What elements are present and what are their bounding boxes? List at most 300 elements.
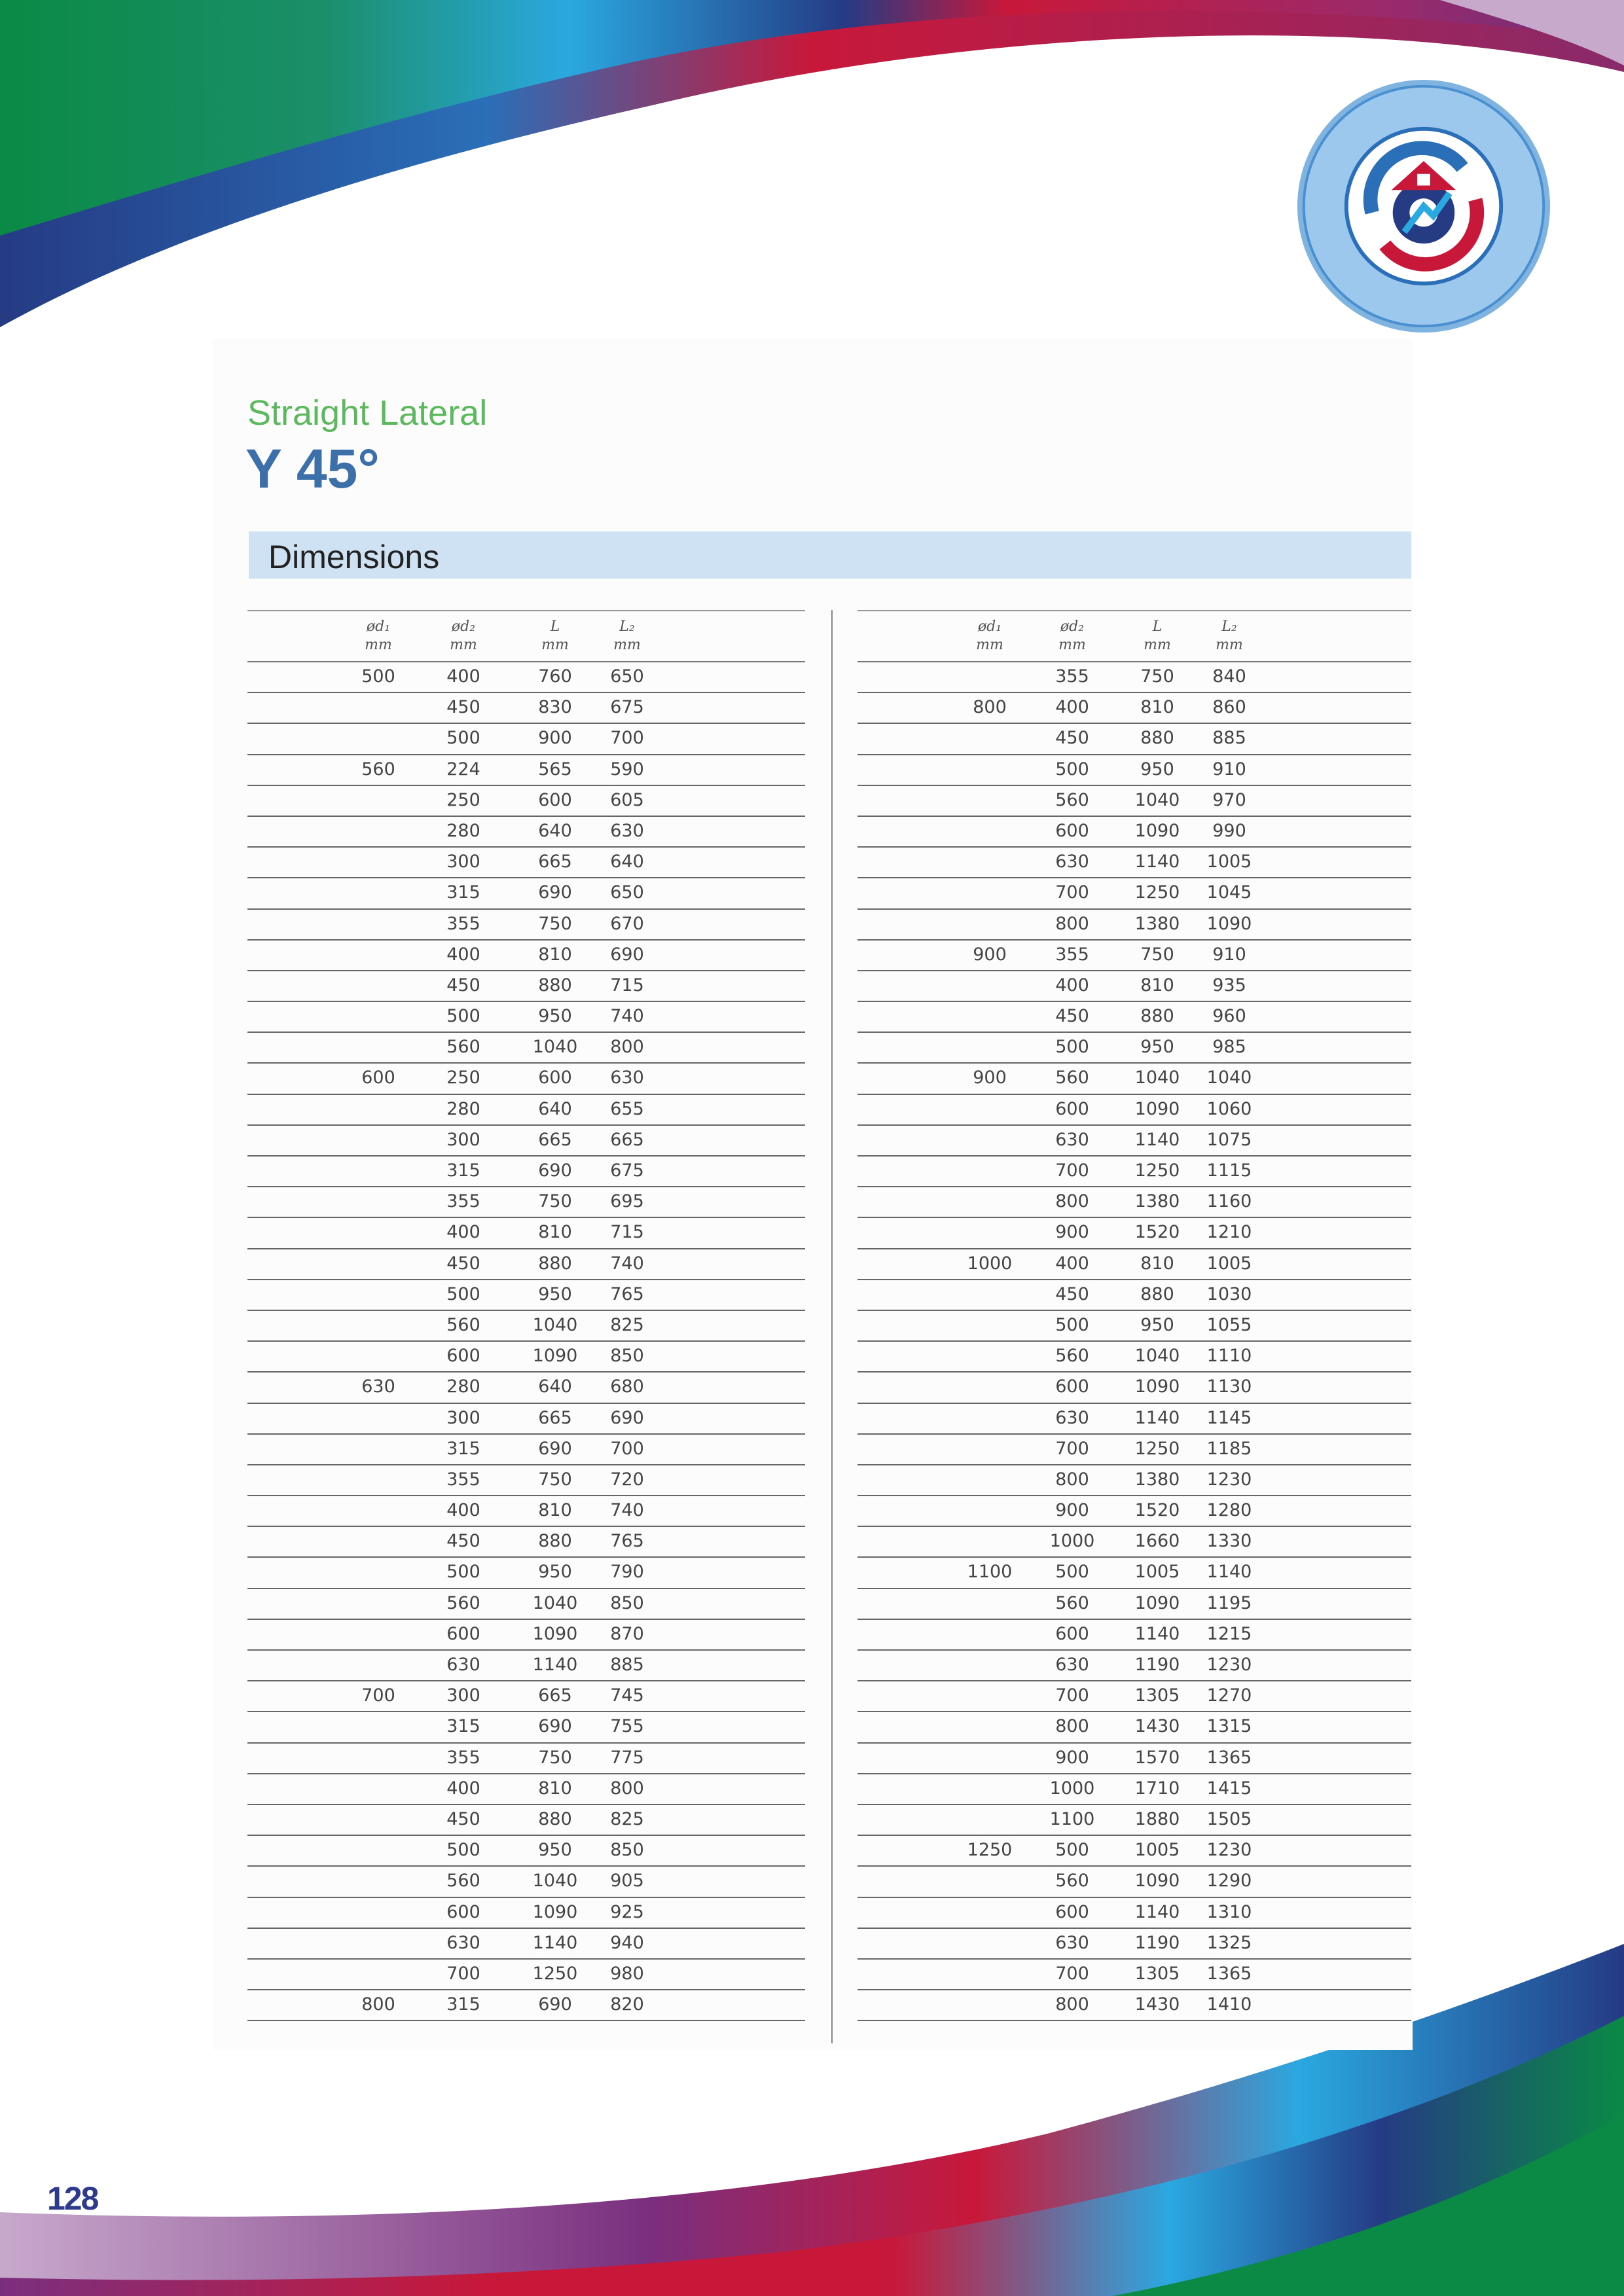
cell-l2: 740 xyxy=(610,1500,644,1521)
cell-l2: 1270 xyxy=(1206,1685,1252,1706)
cell-l: 950 xyxy=(1140,1037,1174,1058)
cell-l2: 650 xyxy=(610,666,644,687)
table-row xyxy=(857,755,1411,786)
cell-l2: 700 xyxy=(610,728,644,749)
header-d1: ød₁ mm xyxy=(365,619,392,653)
cell-d2: 560 xyxy=(1055,1871,1089,1892)
cell-l2: 1415 xyxy=(1206,1778,1252,1799)
table-row xyxy=(857,1681,1411,1712)
cell-d2: 630 xyxy=(446,1655,480,1675)
table-row xyxy=(247,1280,805,1311)
cell-d2: 1000 xyxy=(1049,1778,1095,1799)
cell-d2: 900 xyxy=(1055,1500,1089,1521)
table-row xyxy=(247,662,805,693)
cell-d2: 500 xyxy=(446,1006,480,1027)
cell-l: 665 xyxy=(538,1685,572,1706)
cell-l2: 695 xyxy=(610,1191,644,1212)
cell-l2: 925 xyxy=(610,1901,644,1922)
table-row xyxy=(247,1095,805,1126)
cell-l2: 670 xyxy=(610,913,644,934)
table-row xyxy=(857,1157,1411,1187)
cell-l: 1380 xyxy=(1134,1191,1180,1212)
cell-d2: 560 xyxy=(1055,1592,1089,1613)
header-d2: ød₂ mm xyxy=(450,619,477,653)
cell-l2: 775 xyxy=(610,1747,644,1768)
cell-l: 880 xyxy=(538,975,572,996)
cell-d2: 224 xyxy=(446,759,480,780)
cell-l: 950 xyxy=(1140,759,1174,780)
cell-d2: 355 xyxy=(446,1469,480,1490)
cell-d1: 1100 xyxy=(967,1562,1013,1583)
cell-l2: 755 xyxy=(610,1716,644,1737)
cell-l: 1090 xyxy=(1134,820,1180,841)
cell-l2: 1055 xyxy=(1206,1314,1252,1335)
cell-l2: 605 xyxy=(610,789,644,810)
cell-d2: 300 xyxy=(446,1407,480,1428)
cell-l: 1090 xyxy=(532,1901,578,1922)
cell-d2: 700 xyxy=(1055,1160,1089,1181)
cell-d2: 630 xyxy=(1055,1407,1089,1428)
cell-l: 1040 xyxy=(532,1314,578,1335)
table-row xyxy=(857,1898,1411,1929)
cell-d2: 500 xyxy=(1055,1314,1089,1335)
cell-l2: 630 xyxy=(610,820,644,841)
cell-l: 1430 xyxy=(1134,1716,1180,1737)
header-l2: L₂ mm xyxy=(613,619,641,653)
cell-l2: 765 xyxy=(610,1283,644,1304)
product-title: Y 45° xyxy=(245,438,380,499)
cell-l: 1250 xyxy=(1134,1160,1180,1181)
cell-l: 600 xyxy=(538,789,572,810)
cell-l2: 980 xyxy=(610,1963,644,1984)
cell-l: 750 xyxy=(538,1747,572,1768)
header-l2: L₂ mm xyxy=(1216,619,1243,653)
table-row xyxy=(247,1929,805,1960)
cell-l: 810 xyxy=(538,1500,572,1521)
table-row xyxy=(247,1435,805,1465)
cell-l2: 800 xyxy=(610,1037,644,1058)
cell-l2: 1230 xyxy=(1206,1655,1252,1675)
cell-l2: 1230 xyxy=(1206,1469,1252,1490)
cell-l: 640 xyxy=(538,820,572,841)
cell-l2: 675 xyxy=(610,1160,644,1181)
cell-d2: 400 xyxy=(446,666,480,687)
cell-l2: 970 xyxy=(1212,789,1246,810)
cell-l: 1140 xyxy=(532,1655,578,1675)
cell-l2: 715 xyxy=(610,1222,644,1243)
cell-l2: 690 xyxy=(610,944,644,965)
cell-d1: 900 xyxy=(973,944,1007,965)
cell-l2: 1215 xyxy=(1206,1623,1252,1644)
table-row xyxy=(247,1527,805,1558)
cell-d2: 700 xyxy=(1055,1963,1089,1984)
table-row xyxy=(857,817,1411,848)
header-l: L mm xyxy=(541,619,569,653)
cell-l2: 675 xyxy=(610,697,644,718)
table-row xyxy=(247,1898,805,1929)
cell-l2: 1090 xyxy=(1206,913,1252,934)
table-row xyxy=(857,1465,1411,1496)
table-row xyxy=(857,1033,1411,1064)
cell-d2: 560 xyxy=(446,1037,480,1058)
table-row xyxy=(247,1465,805,1496)
product-subtitle: Straight Lateral xyxy=(247,393,488,433)
cell-d1: 500 xyxy=(361,666,395,687)
table-row xyxy=(247,1249,805,1280)
cell-l: 810 xyxy=(538,1222,572,1243)
cell-d2: 700 xyxy=(1055,1438,1089,1459)
cell-l: 950 xyxy=(538,1562,572,1583)
cell-l2: 745 xyxy=(610,1685,644,1706)
table-row xyxy=(247,1774,805,1805)
table-row xyxy=(247,786,805,817)
cell-d1: 900 xyxy=(973,1067,1007,1088)
cell-d2: 500 xyxy=(446,728,480,749)
cell-d2: 400 xyxy=(1055,975,1089,996)
cell-l2: 850 xyxy=(610,1592,644,1613)
cell-d2: 355 xyxy=(446,1191,480,1212)
cell-l: 1660 xyxy=(1134,1531,1180,1552)
cell-l2: 1325 xyxy=(1206,1932,1252,1953)
cell-l: 1090 xyxy=(1134,1098,1180,1119)
table-row xyxy=(857,1496,1411,1527)
cell-l: 810 xyxy=(538,944,572,965)
table-row xyxy=(857,1404,1411,1435)
cell-l: 1140 xyxy=(1134,1129,1180,1150)
cell-l2: 665 xyxy=(610,1129,644,1150)
cell-d2: 700 xyxy=(446,1963,480,1984)
cell-l2: 1230 xyxy=(1206,1840,1252,1861)
table-row xyxy=(247,1990,805,2021)
cell-d2: 300 xyxy=(446,852,480,872)
table-row xyxy=(857,1867,1411,1897)
cell-d2: 600 xyxy=(446,1346,480,1367)
cell-l2: 905 xyxy=(610,1871,644,1892)
cell-l2: 700 xyxy=(610,1438,644,1459)
cell-l: 880 xyxy=(1140,1283,1174,1304)
cell-d2: 630 xyxy=(1055,1129,1089,1150)
cell-l: 750 xyxy=(538,1191,572,1212)
cell-l: 810 xyxy=(1140,1253,1174,1274)
cell-d2: 630 xyxy=(446,1932,480,1953)
cell-d2: 250 xyxy=(446,789,480,810)
cell-l: 690 xyxy=(538,1716,572,1737)
cell-l: 1090 xyxy=(1134,1376,1180,1397)
cell-d2: 600 xyxy=(446,1623,480,1644)
cell-d2: 600 xyxy=(1055,1901,1089,1922)
cell-l: 1380 xyxy=(1134,913,1180,934)
table-row xyxy=(857,910,1411,941)
table-row xyxy=(247,1620,805,1651)
table-row xyxy=(857,1651,1411,1681)
cell-l: 1040 xyxy=(1134,1346,1180,1367)
dimensions-table-left xyxy=(247,610,805,2021)
cell-l: 950 xyxy=(538,1840,572,1861)
cell-l: 640 xyxy=(538,1376,572,1397)
cell-l2: 1280 xyxy=(1206,1500,1252,1521)
table-row xyxy=(857,1929,1411,1960)
cell-l2: 1110 xyxy=(1206,1346,1252,1367)
cell-l2: 1365 xyxy=(1206,1963,1252,1984)
table-row xyxy=(857,878,1411,909)
cell-d2: 280 xyxy=(446,1098,480,1119)
cell-d1: 600 xyxy=(361,1067,395,1088)
table-row xyxy=(247,724,805,755)
table-row xyxy=(247,1960,805,1990)
cell-l2: 715 xyxy=(610,975,644,996)
cell-d2: 355 xyxy=(446,1747,480,1768)
table-row xyxy=(247,1867,805,1897)
cell-l: 810 xyxy=(1140,975,1174,996)
cell-l2: 650 xyxy=(610,882,644,903)
cell-d2: 560 xyxy=(1055,789,1089,810)
cell-d2: 400 xyxy=(1055,697,1089,718)
cell-d2: 600 xyxy=(1055,820,1089,841)
cell-d1: 630 xyxy=(361,1376,395,1397)
cell-l: 690 xyxy=(538,882,572,903)
table-row xyxy=(857,1589,1411,1620)
table-row xyxy=(857,724,1411,755)
cell-d2: 800 xyxy=(1055,1716,1089,1737)
cell-d2: 400 xyxy=(446,1222,480,1243)
cell-l2: 720 xyxy=(610,1469,644,1490)
cell-d2: 280 xyxy=(446,820,480,841)
cell-d2: 315 xyxy=(446,882,480,903)
page-number: 128 xyxy=(47,2180,98,2217)
cell-l2: 820 xyxy=(610,1994,644,2015)
table-row xyxy=(857,1218,1411,1249)
table-row xyxy=(247,878,805,909)
cell-l: 1520 xyxy=(1134,1222,1180,1243)
cell-l2: 740 xyxy=(610,1253,644,1274)
dimensions-section-label: Dimensions xyxy=(268,539,440,575)
table-row xyxy=(857,1249,1411,1280)
cell-l2: 800 xyxy=(610,1778,644,1799)
cell-l: 1090 xyxy=(1134,1871,1180,1892)
cell-l2: 840 xyxy=(1212,666,1246,687)
cell-d1: 1000 xyxy=(967,1253,1013,1274)
cell-l2: 1160 xyxy=(1206,1191,1252,1212)
cell-d2: 630 xyxy=(1055,1655,1089,1675)
cell-d2: 400 xyxy=(446,944,480,965)
cell-l2: 765 xyxy=(610,1531,644,1552)
cell-d1: 700 xyxy=(361,1685,395,1706)
table-row xyxy=(857,1774,1411,1805)
cell-d2: 800 xyxy=(1055,1994,1089,2015)
table-body-right xyxy=(857,662,1411,2021)
table-row xyxy=(247,971,805,1002)
table-row xyxy=(857,941,1411,971)
cell-d2: 900 xyxy=(1055,1747,1089,1768)
cell-l2: 850 xyxy=(610,1346,644,1367)
header-d1: ød₁ mm xyxy=(976,619,1003,653)
table-row xyxy=(247,1002,805,1033)
cell-l2: 1330 xyxy=(1206,1531,1252,1552)
cell-d2: 560 xyxy=(1055,1067,1089,1088)
table-row xyxy=(857,1064,1411,1094)
cell-d2: 560 xyxy=(446,1871,480,1892)
cell-d2: 280 xyxy=(446,1376,480,1397)
cell-d2: 450 xyxy=(446,697,480,718)
cell-l2: 825 xyxy=(610,1808,644,1829)
cell-l: 1520 xyxy=(1134,1500,1180,1521)
cell-l2: 960 xyxy=(1212,1006,1246,1027)
cell-l: 1710 xyxy=(1134,1778,1180,1799)
table-row xyxy=(857,1558,1411,1588)
cell-l: 760 xyxy=(538,666,572,687)
cell-d2: 315 xyxy=(446,1160,480,1181)
cell-d2: 630 xyxy=(1055,1932,1089,1953)
cell-d1: 1250 xyxy=(967,1840,1013,1861)
cell-l2: 1410 xyxy=(1206,1994,1252,2015)
cell-l2: 740 xyxy=(610,1006,644,1027)
table-row xyxy=(857,1372,1411,1403)
cell-l: 810 xyxy=(1140,697,1174,718)
cell-l: 750 xyxy=(1140,944,1174,965)
table-row xyxy=(857,1744,1411,1774)
table-row xyxy=(247,1126,805,1157)
cell-l: 1305 xyxy=(1134,1963,1180,1984)
table-row xyxy=(857,1960,1411,1990)
cell-d2: 500 xyxy=(1055,1840,1089,1861)
table-header-row xyxy=(857,611,1411,662)
table-divider xyxy=(831,610,833,2043)
cell-l2: 1290 xyxy=(1206,1871,1252,1892)
cell-l2: 1145 xyxy=(1206,1407,1252,1428)
cell-l: 950 xyxy=(538,1283,572,1304)
table-row xyxy=(247,1311,805,1342)
cell-l2: 910 xyxy=(1212,944,1246,965)
cell-l: 750 xyxy=(1140,666,1174,687)
table-row xyxy=(857,1095,1411,1126)
table-row xyxy=(247,1681,805,1712)
table-row xyxy=(857,1805,1411,1836)
cell-d2: 500 xyxy=(446,1840,480,1861)
cell-d2: 355 xyxy=(446,913,480,934)
cell-d2: 800 xyxy=(1055,1191,1089,1212)
table-row xyxy=(857,1435,1411,1465)
cell-l: 1140 xyxy=(532,1932,578,1953)
cell-d2: 450 xyxy=(1055,728,1089,749)
cell-l2: 985 xyxy=(1212,1037,1246,1058)
cell-l2: 860 xyxy=(1212,697,1246,718)
cell-l: 1570 xyxy=(1134,1747,1180,1768)
cell-l: 880 xyxy=(538,1531,572,1552)
cell-l2: 630 xyxy=(610,1067,644,1088)
cell-d2: 1100 xyxy=(1049,1808,1095,1829)
cell-l: 1250 xyxy=(1134,1438,1180,1459)
table-header-row xyxy=(247,611,805,662)
table-row xyxy=(857,1836,1411,1867)
table-row xyxy=(857,1187,1411,1218)
table-row xyxy=(247,1651,805,1681)
cell-l: 1040 xyxy=(532,1592,578,1613)
cell-l2: 990 xyxy=(1212,820,1246,841)
cell-l2: 790 xyxy=(610,1562,644,1583)
cell-l: 565 xyxy=(538,759,572,780)
cell-d2: 900 xyxy=(1055,1222,1089,1243)
table-body-left xyxy=(247,662,805,2021)
cell-l: 900 xyxy=(538,728,572,749)
table-row xyxy=(247,1342,805,1372)
cell-l: 880 xyxy=(538,1253,572,1274)
cell-l: 1090 xyxy=(532,1346,578,1367)
cell-l2: 1045 xyxy=(1206,882,1252,903)
dimensions-table-right xyxy=(857,610,1411,2021)
cell-l: 880 xyxy=(1140,1006,1174,1027)
cell-l2: 825 xyxy=(610,1314,644,1335)
cell-l: 1090 xyxy=(1134,1592,1180,1613)
cell-l2: 1060 xyxy=(1206,1098,1252,1119)
cell-d2: 315 xyxy=(446,1994,480,2015)
cell-l: 1250 xyxy=(1134,882,1180,903)
cell-d2: 400 xyxy=(1055,1253,1089,1274)
cell-l: 690 xyxy=(538,1994,572,2015)
cell-l2: 1130 xyxy=(1206,1376,1252,1397)
cell-d2: 450 xyxy=(446,1531,480,1552)
cell-l: 1040 xyxy=(532,1871,578,1892)
company-logo xyxy=(1295,77,1553,335)
cell-l: 950 xyxy=(1140,1314,1174,1335)
cell-d2: 450 xyxy=(446,1253,480,1274)
cell-l: 1040 xyxy=(532,1037,578,1058)
cell-l: 1005 xyxy=(1134,1840,1180,1861)
cell-d2: 600 xyxy=(1055,1098,1089,1119)
cell-d2: 700 xyxy=(1055,882,1089,903)
cell-d2: 600 xyxy=(446,1901,480,1922)
cell-d2: 400 xyxy=(446,1778,480,1799)
cell-l: 1040 xyxy=(1134,1067,1180,1088)
cell-l: 1090 xyxy=(532,1623,578,1644)
cell-l2: 1310 xyxy=(1206,1901,1252,1922)
cell-l: 1140 xyxy=(1134,1407,1180,1428)
cell-d2: 250 xyxy=(446,1067,480,1088)
cell-d2: 500 xyxy=(1055,1562,1089,1583)
cell-d2: 315 xyxy=(446,1716,480,1737)
table-row xyxy=(247,1558,805,1588)
cell-l: 1190 xyxy=(1134,1655,1180,1675)
table-row xyxy=(247,1712,805,1743)
cell-d2: 500 xyxy=(1055,1037,1089,1058)
cell-d2: 600 xyxy=(1055,1376,1089,1397)
cell-l2: 1505 xyxy=(1206,1808,1252,1829)
cell-l: 830 xyxy=(538,697,572,718)
table-row xyxy=(247,755,805,786)
cell-l2: 655 xyxy=(610,1098,644,1119)
cell-l2: 1315 xyxy=(1206,1716,1252,1737)
table-row xyxy=(247,693,805,724)
cell-l2: 1185 xyxy=(1206,1438,1252,1459)
cell-d1: 800 xyxy=(361,1994,395,2015)
cell-l: 665 xyxy=(538,1407,572,1428)
cell-l2: 885 xyxy=(610,1655,644,1675)
cell-d2: 450 xyxy=(1055,1006,1089,1027)
table-row xyxy=(857,1002,1411,1033)
cell-l: 1880 xyxy=(1134,1808,1180,1829)
table-row xyxy=(247,817,805,848)
cell-l2: 1005 xyxy=(1206,1253,1252,1274)
cell-d2: 450 xyxy=(446,1808,480,1829)
cell-d2: 500 xyxy=(1055,759,1089,780)
cell-l2: 1140 xyxy=(1206,1562,1252,1583)
cell-d2: 500 xyxy=(446,1283,480,1304)
cell-l: 1190 xyxy=(1134,1932,1180,1953)
cell-l2: 940 xyxy=(610,1932,644,1953)
header-l: L mm xyxy=(1144,619,1171,653)
cell-l2: 1005 xyxy=(1206,852,1252,872)
table-row xyxy=(247,1372,805,1403)
cell-l: 1140 xyxy=(1134,852,1180,872)
